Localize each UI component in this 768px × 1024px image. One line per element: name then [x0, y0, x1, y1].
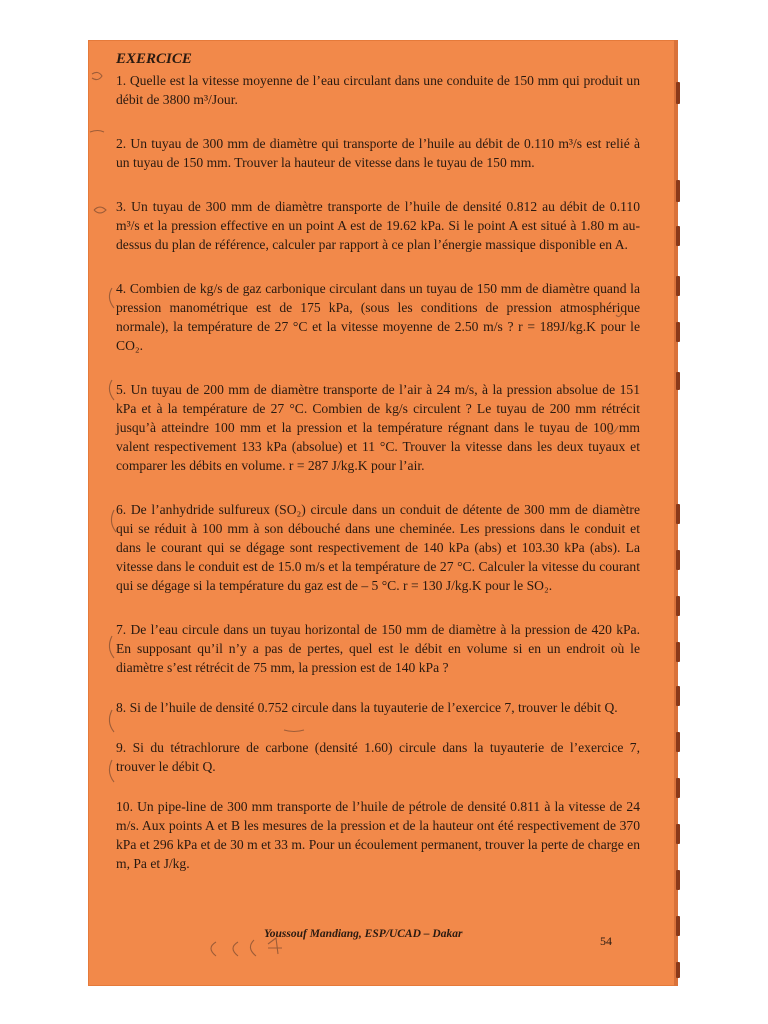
- page-content: [116, 50, 640, 894]
- page-edge-tabs: [676, 50, 686, 980]
- exercise-2: 2. Un tuyau de 300 mm de diamètre qui transporte de l’huile au débit de 0.110 m³/s est relié à un tuyau de 150 mm. Trouver la hauteur de vitesse dans le tuyau de 150 mm.: [116, 136, 640, 170]
- document-page: [88, 40, 678, 986]
- exercise-3: 3. Un tuyau de 300 mm de diamètre transporte de l’huile de densité 0.812 au débit de 0.110 m³/s et la pression effective en un point A est de 19.62 kPa. Si le point A est situé à 1.80 m au-dessus du plan de référence, calculer par rapport à ce plan l’énergie massique disponible en A.: [116, 199, 640, 252]
- footer-author: Youssouf Mandiang, ESP/UCAD – Dakar: [264, 928, 463, 940]
- exercise-10: 10. Un pipe-line de 300 mm transporte de l’huile de pétrole de densité 0.811 à la vitesse de 24 m/s. Aux points A et B les mesures de la pression et de la hauteur ont été respectivement de 370 kPa et 296 kPa et de 30 m et 33 m. Pour un écoulement permanent, trouver la perte de charge en m, Pa et J/kg.: [116, 799, 640, 871]
- exercise-4: 4. Combien de kg/s de gaz carbonique circulant dans un tuyau de 150 mm de diamètre quand la pression manométrique est de 175 kPa, (sous les conditions de pression atmosphérique normale), la température de 27 °C et la vitesse moyenne de 2.50 m/s ? r = 189J/kg.K pour le CO₂.: [116, 281, 640, 353]
- exercise-7: 7. De l’eau circule dans un tuyau horizontal de 150 mm de diamètre à la pression de 420 kPa. En supposant qu’il n’y a pas de pertes, quel est le débit en volume si en un endroit où le diamètre s’est rétrécit de 75 mm, la pression est de 140 kPa ?: [116, 622, 640, 675]
- exercise-5: 5. Un tuyau de 200 mm de diamètre transporte de l’air à 24 m/s, à la pression absolue de 151 kPa et à la température de 27 °C. Combien de kg/s circulent ? Le tuyau de 200 mm rétrécit jusqu’à atteindre 100 mm et la pression et la température régnant dans le tuyau de 100 mm valent respectivement 133 kPa (absolue) et 11 °C. Trouver la vitesse dans les deux tuyaux et comparer les débits en volume. r = 287 J/kg.K pour l’air.: [116, 382, 640, 473]
- exercise-9: 9. Si du tétrachlorure de carbone (densité 1.60) circule dans la tuyauterie de l’exercice 7, trouver le débit Q.: [116, 740, 640, 774]
- exercise-6: 6. De l’anhydride sulfureux (SO₂) circule dans un conduit de détente de 300 mm de diamètre qui se réduit à 100 mm à son débouché dans une cheminée. Les pressions dans le conduit et dans le courant qui se dégage sont respectivement de 140 kPa (abs) et 103.30 kPa (abs). La vitesse dans le conduit est de 15.0 m/s et la température de 27 °C. Calculer la vitesse du courant qui se dégage si la température du gaz est de – 5 °C. r = 130 J/kg.K pour le SO₂.: [116, 502, 640, 593]
- exercise-8: 8. Si de l’huile de densité 0.752 circule dans la tuyauterie de l’exercice 7, trouver le débit Q.: [116, 700, 618, 715]
- page-number: 54: [600, 934, 612, 948]
- exercise-1: 1. Quelle est la vitesse moyenne de l’eau circulant dans une conduite de 150 mm qui produit un débit de 3800 m³/Jour.: [116, 73, 640, 107]
- page-title: EXERCICE: [116, 51, 192, 67]
